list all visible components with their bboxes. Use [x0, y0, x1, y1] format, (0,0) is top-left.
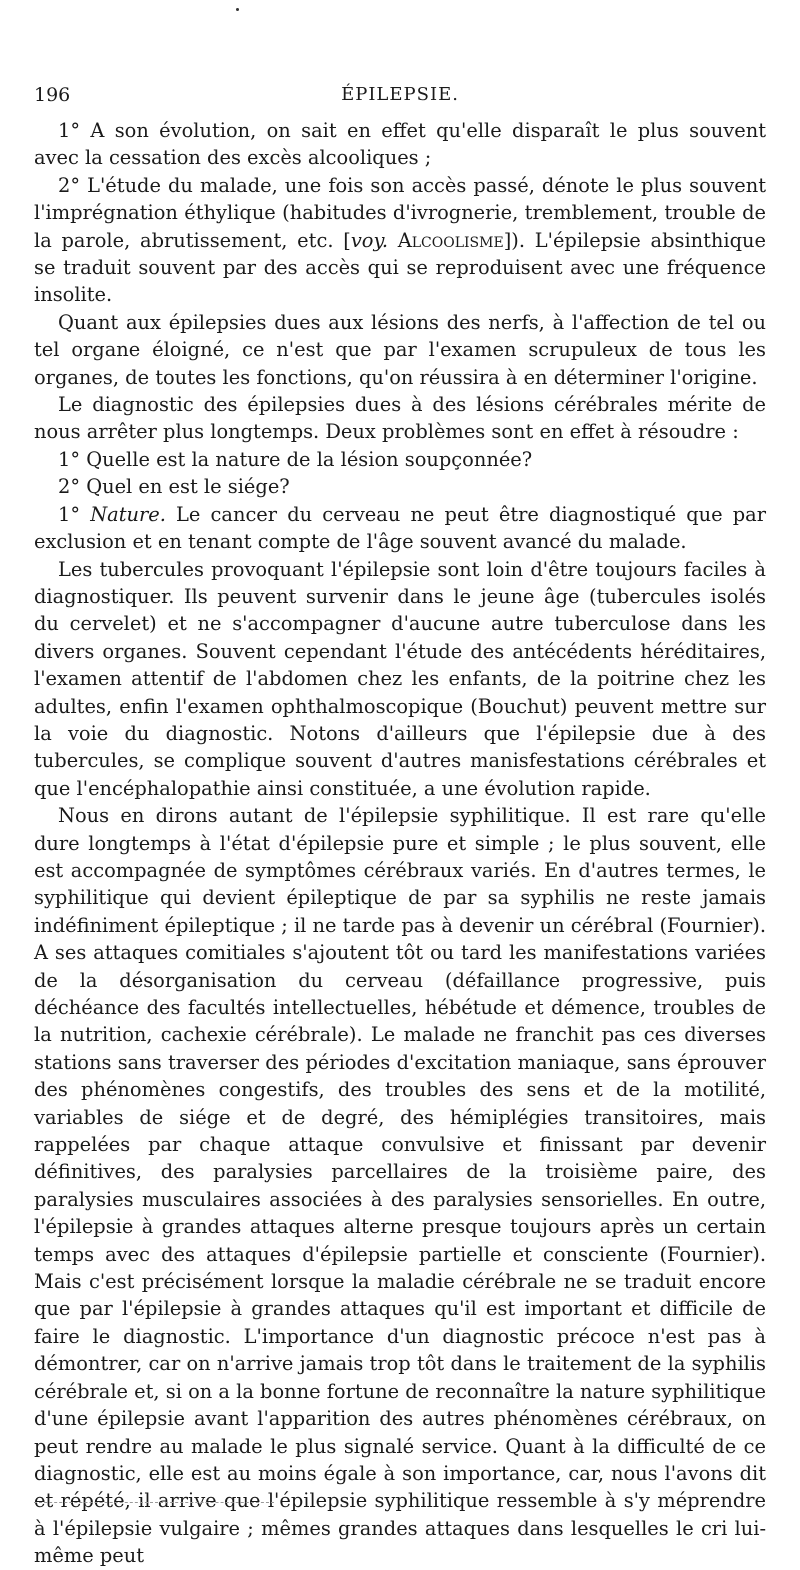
ref-close: ]). [503, 228, 525, 252]
print-speck [236, 8, 239, 11]
running-title: ÉPILEPSIE. [341, 84, 459, 105]
paragraph-lesions-cerebrales: Le diagnostic des épilepsies dues à des lésions cérébrales mérite de nous arrêter plus longtemps. Deux problèmes sont en effet à résoudre : [34, 393, 766, 444]
page-header [34, 84, 766, 112]
paragraph-cancer: Le cancer du cerveau ne peut être diagnostiqué que par exclusion et en tenant compte de l'âge souvent avancé du malade. [34, 502, 766, 554]
paragraph-etude-text: 2° L'étude du malade, une fois son accès passé, dénote le plus souvent l'imprégnation éthylique (habitudes d'ivrognerie, tremblement, trouble de la parole, abrutissement, etc. [34, 173, 766, 252]
question-nature: 1° Quelle est la nature de la lésion soupçonnée? [58, 447, 533, 471]
paragraph-syphilitique: Nous en dirons autant de l'épilepsie syphilitique. Il est rare qu'elle dure longtemps à l'état d'épilepsie pure et simple ; le plus souvent, elle est accompagnée de symptômes cérébraux variés. En d'autres termes, le syphilitique qui devient épileptique de par sa syphilis ne reste jamais indéfiniment épileptique ; il ne tarde pas à devenir un cérébral (Fournier). A ses attaques comitiales s'ajoutent tôt ou tard les manifestations variées de la désorganisation du cerveau (défaillance progressive, puis déchéance des facultés intellectuelles, hébétude et démence, troubles de la nutrition, cachexie cérébrale). Le malade ne franchit pas ces diverses stations sans traverser des périodes d'excitation maniaque, sans éprouver des phénomènes congestifs, des troubles des sens et de la motilité, variables de siége et de degré, des hémiplégies transitoires, mais rappelées par chaque attaque convulsive et finissant par devenir définitives, des paralysies parcellaires de la troisième paire, des paralysies musculaires associées à des paralysies sensorielles. En outre, l'épilepsie à grandes attaques alterne presque toujours après un certain temps avec des attaques d'épilepsie partielle et consciente (Fournier). Mais c'est précisément lorsque la maladie cérébrale ne se traduit encore que par l'épilepsie à grandes attaques qu'il est important et difficile de faire le diagnostic. L'importance d'un diagnostic précoce n'est pas à démontrer, car on n'arrive jamais trop tôt dans le traitement de la syphilis cérébrale et, si on a la bonne fortune de reconnaître la nature syphilitique d'une épilepsie avant l'apparition des autres phénomènes cérébraux, on peut rendre au malade le plus signalé service. Quant à la difficulté de ce diagnostic, elle est au moins égale à son importance, car, nous l'avons dit et répété, il arrive que l'épilepsie syphilitique ressemble à s'y méprendre à l'épilepsie vulgaire ; mêmes grandes attaques dans lesquelles le cri lui-même peut [34, 804, 766, 1568]
nature-label: Nature. [90, 502, 166, 526]
nature-number: 1° [58, 502, 81, 526]
paragraph-tubercules: Les tubercules provoquant l'épilepsie sont loin d'être toujours faciles à diagnostiquer. Ils peuvent survenir dans le jeune âge (tubercules isolés du cervelet) et ne s'accompagner d'aucune autre tuberculose dans les divers organes. Souvent cependant l'étude des antécédents héréditaires, l'examen attentif de l'abdomen chez les enfants, de la poitrine chez les adultes, enfin l'examen ophthalmoscopique (Bouchut) peuvent mettre sur la voie du diagnostic. Notons d'ailleurs que l'épilepsie due à des tubercules, se complique souvent d'autres manisfestations cérébrales et que l'encéphalopathie ainsi constituée, a une évolution rapide. [34, 557, 766, 800]
paragraph-evolution: 1° A son évolution, on sait en effet qu'elle disparaît le plus souvent avec la cessation des excès alcooliques ; [34, 119, 766, 170]
paragraph-absinthique: L'épilepsie absinthique se traduit souvent par des accès qui se reproduisent avec une fréquence insolite. [34, 228, 766, 307]
paragraph-nature [34, 501, 766, 556]
body-text [34, 117, 766, 1570]
ref-voy: voy. [350, 228, 388, 252]
ref-open: [ [333, 228, 351, 252]
paragraph-lesions-nerfs: Quant aux épilepsies dues aux lésions des nerfs, à l'affection de tel ou tel organe éloigné, ce n'est que par l'examen scrupuleux de tous les organes, de toutes les fonctions, qu'on réussira à en déterminer l'origine. [34, 310, 766, 389]
paragraph-etude-malade [34, 172, 766, 309]
page-number: 196 [34, 84, 71, 106]
ref-alcoolisme: Alcoolisme [397, 228, 504, 252]
question-siege: 2° Quel en est le siége? [58, 475, 290, 499]
footer-rule [34, 1502, 274, 1503]
